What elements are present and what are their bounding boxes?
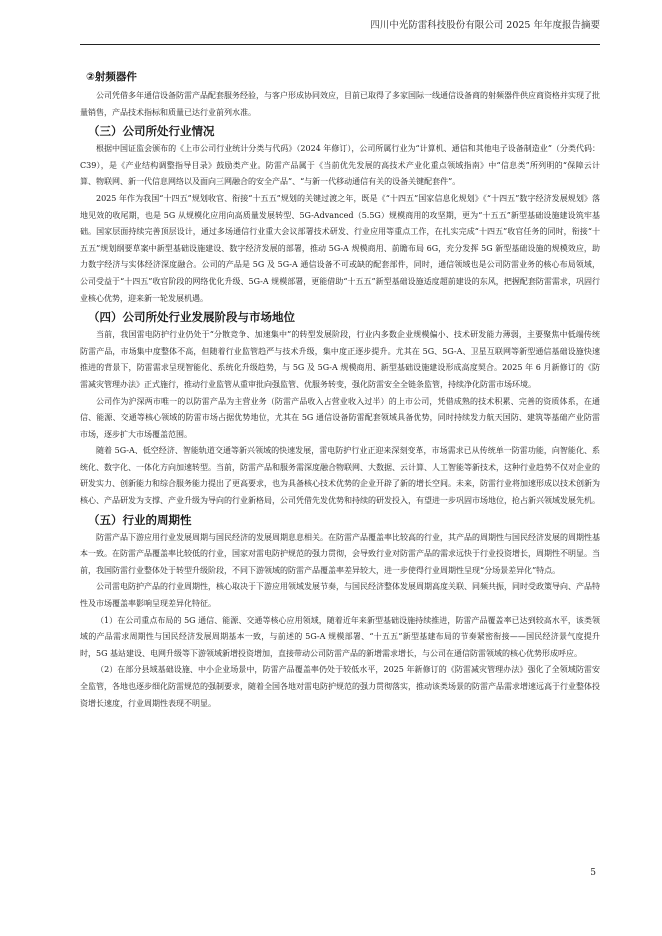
stage-paragraph-1: 当前，我国雷电防护行业仍处于“分散竞争、加速集中”的转型发展阶段，行业内多数企业规模偏小、技术研发能力薄弱，主要聚焦中低端传统防雷产品，市场集中度整体不高，但随着行业监管趋严与技术升级，集中度正逐步提升。尤其在 5G、5G-A、卫星互联网等新型通信基础设施快速推进的背景下，防雷需求呈现智能化、系统化升级趋势，与 5G 及 5G-A 规模商用、新型基础设施建设形成高度契合。2025 年 6 月新修订的《防雷减灾管理办法》正式施行，推动行业监管从重审批向强监管、优服务转变，强化防雷安全全链条监管，持续净化防雷市场环境。 — [80, 330, 600, 389]
cycle-heading: （五）行业的周期性 — [88, 512, 192, 527]
industry-heading: （三）公司所处行业情况 — [88, 124, 215, 139]
stage-heading: （四）公司所处行业发展阶段与市场地位 — [88, 310, 295, 325]
rf-devices-heading: ②射频器件 — [86, 71, 137, 83]
industry-paragraph-2: 2025 年作为我国“十四五”规划收官、衔接“十五五”规划的关键过渡之年，既是《“十四五”国家信息化规划》《“十四五”数字经济发展规划》落地见效的收尾期，也是 5G 从规模化应用向高质量发展转型、5G-Advanced（5.5G）规模商用的攻坚期，更为“十五五”新型基础设施建设筑牢基础。国家层面持续完善顶层设计，通过多场通信行业重大会议部署技术研发、行业应用等重点工作，在扎实完成“十四五”收官任务的同时，衔接“十五五”规划纲要草案中新型基础设施建设、数字经济发展的部署，推动 5G-A 规模商用、前瞻布局 6G，充分发挥 5G 新型基础设施的规模效应，助力数字经济与实体经济深度融合。公司的产品是 5G 及 5G-A 通信设备不可或缺的配套部件，同时，通信领域也是公司防雷业务的核心布局领域，公司受益于“十四五”收官阶段的网络优化升级、5G-A 规模部署，更能借助“十五五”新型基础设施适度超前建设的东风，把握配套防雷需求，巩固行业核心优势，迎来新一轮发展机遇。 — [80, 193, 600, 303]
document-body — [80, 70, 600, 712]
cycle-paragraph-1: 防雷产品下游应用行业发展周期与国民经济的发展周期息息相关。在防雷产品覆盖率比较高的行业，其产品的周期性与国民经济发展的周期性基本一致。在防雷产品覆盖率比较低的行业，国家对雷电防护规范的强力贯彻，会导致行业对防雷产品的需求远快于行业投资增长，周期性不明显。当前，我国防雷行业整体处于转型升级阶段，不同下游领域的防雷产品覆盖率差异较大，进一步使得行业周期性呈现“分场景差异化”特点。 — [80, 532, 600, 575]
page-header — [80, 12, 600, 45]
industry-paragraph-1: 根据中国证监会颁布的《上市公司行业统计分类与代码》（2024 年修订），公司所属行业为“计算机、通信和其他电子设备制造业”（分类代码：C39），是《产业结构调整指导目录》鼓励类产业。防雷产品属于《当前优先发展的高技术产业化重点领域指南》中“信息类”所列明的“保障云计算、物联网、新一代信息网络以及面向三网融合的安全产品”、“与新一代移动通信有关的设备关键配套件”。 — [80, 144, 600, 187]
cycle-paragraph-2: 公司雷电防护产品的行业周期性，核心取决于下游应用领域发展节奏，与国民经济整体发展周期高度关联、同频共振，同时受政策导向、产品特性及市场覆盖率影响呈现差异化特征。 — [80, 582, 600, 609]
page-number: 5 — [590, 868, 596, 878]
stage-paragraph-2: 公司作为沪深两市唯一的以防雷产品为主营业务（防雷产品收入占营业收入过半）的上市公司，凭借成熟的技术积累、完善的资质体系，在通信、能源、交通等核心领域的防雷市场占据优势地位，尤其在 5G 通信设备防雷配套领域具备优势，同时持续发力航天国防、建筑等基础产业防雷市场，逐步扩大市场覆盖范围。 — [80, 396, 600, 439]
cycle-paragraph-4: （2）在部分县域基础设施、中小企业场景中，防雷产品覆盖率仍处于较低水平，2025 年新修订的《防雷减灾管理办法》强化了全领域防雷安全监管，各地也逐步细化防雷规范的强制要求，随着全国各地对雷电防护规范的强力贯彻落实，推动该类场景的防雷产品需求增速远高于行业整体投资增长速度，行业周期性表现不明显。 — [80, 665, 600, 708]
rf-paragraph-1: 公司凭借多年通信设备防雷产品配套服务经验，与客户形成协同效应，目前已取得了多家国际一线通信设备商的射频器件供应商资格并实现了批量销售，产品技术指标和质量已达行业前列水准。 — [80, 91, 600, 117]
header-title: 四川中光防雷科技股份有限公司 2025 年年度报告摘要 — [370, 20, 600, 31]
cycle-paragraph-3: （1）在公司重点布局的 5G 通信、能源、交通等核心应用领域，随着近年来新型基础设施持续推进，防雷产品覆盖率已达到较高水平，该类领域的产品需求周期性与国民经济发展周期基本一致，与前述的 5G-A 规模部署、“十五五”新型基建布局的节奏紧密衔接——国民经济景气度提升时，5G 基站建设、电网升级等下游领域新增投资增加，直接带动公司防雷产品的新增需求增长，与公司在通信防雷领域的核心优势形成呼应。 — [80, 615, 600, 658]
stage-paragraph-3: 随着 5G-A、低空经济、智能轨道交通等新兴领域的快速发展，雷电防护行业正迎来深刻变革，市场需求已从传统单一防雷功能，向智能化、系统化、数字化、一体化方向加速转型。当前，防雷产品和服务需深度融合物联网、大数据、云计算、人工智能等新技术，这种行业趋势不仅对企业的研发实力、创新能力和综合服务能力提出了更高要求，也为具备核心技术优势的企业开辟了新的增长空间。未来，防雷行业将加速形成以技术创新为核心、产品研发为支撑、产业升级为导向的行业新格局，公司凭借先发优势和持续的研发投入，有望进一步巩固市场地位，抢占新兴领域发展先机。 — [80, 446, 600, 506]
